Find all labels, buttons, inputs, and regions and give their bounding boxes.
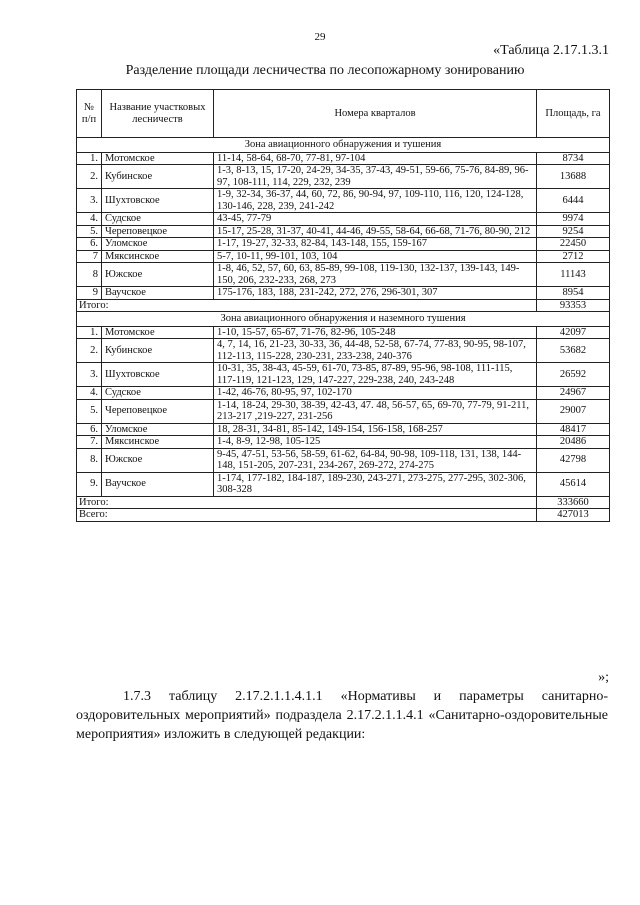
table-row [77, 225, 610, 238]
zone-title: Зона авиационного обнаружения и тушения [77, 138, 610, 153]
grand-total-label: Всего: [77, 509, 537, 522]
table-body [77, 138, 610, 522]
quarter-numbers: 1-14, 18-24, 29-30, 38-39, 42-43, 47. 48, 56-57, 65, 69-70, 77-79, 91-211, 213-217 ,219-227, 231-256 [214, 399, 537, 423]
table-row [77, 165, 610, 189]
table-row [77, 326, 610, 339]
table-reference: «Таблица 2.17.1.3.1 [493, 43, 609, 58]
area-value: 20486 [537, 436, 610, 449]
row-number: 2. [77, 339, 102, 363]
table-row [77, 213, 610, 226]
quarter-numbers: 1-42, 46-76, 80-95, 97, 102-170 [214, 387, 537, 400]
zone-title: Зона авиационного обнаружения и наземного тушения [77, 312, 610, 327]
amendment-paragraph: 1.7.3 таблицу 2.17.2.1.1.4.1.1 «Нормативы и параметры санитарно-оздоровительных мероприятий» подраздела 2.17.2.1.1.4.1 «Санитарно-оздоровительные мероприятия» изложить в следующей редакции: [76, 689, 608, 742]
subtotal-area: 93353 [537, 299, 610, 312]
area-value: 11143 [537, 263, 610, 287]
forestry-name: Мяксинское [102, 250, 214, 263]
area-value: 22450 [537, 238, 610, 251]
page-number: 29 [314, 31, 326, 43]
header-row [77, 90, 610, 138]
table-row [77, 263, 610, 287]
row-number: 9. [77, 472, 102, 496]
subtotal-row [77, 496, 610, 509]
area-value: 45614 [537, 472, 610, 496]
quarter-numbers: 1-10, 15-57, 65-67, 71-76, 82-96, 105-248 [214, 326, 537, 339]
forestry-name: Кубинское [102, 165, 214, 189]
subtotal-label: Итого: [77, 299, 537, 312]
table-title: Разделение площади лесничества по лесопожарному зонированию [125, 63, 525, 78]
row-number: 5. [77, 399, 102, 423]
row-number: 4. [77, 387, 102, 400]
quarter-numbers: 175-176, 183, 188, 231-242, 272, 276, 296-301, 307 [214, 287, 537, 300]
zoning-table [76, 89, 610, 522]
forestry-name: Судское [102, 213, 214, 226]
row-number: 8 [77, 263, 102, 287]
row-number: 3. [77, 363, 102, 387]
subtotal-area: 333660 [537, 496, 610, 509]
table-row [77, 436, 610, 449]
forestry-name: Южское [102, 263, 214, 287]
header-name: Название участковых лесничеств [102, 90, 214, 138]
quarter-numbers: 43-45, 77-79 [214, 213, 537, 226]
row-number: 3. [77, 189, 102, 213]
zone-header-row [77, 312, 610, 327]
grand-total-row [77, 509, 610, 522]
area-value: 29007 [537, 399, 610, 423]
forestry-name: Ваучское [102, 472, 214, 496]
area-value: 8954 [537, 287, 610, 300]
forestry-name: Череповецкое [102, 225, 214, 238]
area-value: 9974 [537, 213, 610, 226]
area-value: 53682 [537, 339, 610, 363]
quarter-numbers: 1-3, 8-13, 15, 17-20, 24-29, 34-35, 37-43, 49-51, 59-66, 75-76, 84-89, 96-97, 108-111, 114, 229, 232, 239 [214, 165, 537, 189]
quarter-numbers: 4, 7, 14, 16, 21-23, 30-33, 36, 44-48, 52-58, 67-74, 77-83, 90-95, 98-107, 112-113, 115-228, 230-231, 233-238, 240-376 [214, 339, 537, 363]
quarter-numbers: 1-4, 8-9, 12-98, 105-125 [214, 436, 537, 449]
quarter-numbers: 18, 28-31, 34-81, 85-142, 149-154, 156-158, 168-257 [214, 423, 537, 436]
row-number: 8. [77, 448, 102, 472]
row-number: 7 [77, 250, 102, 263]
quarter-numbers: 1-17, 19-27, 32-33, 82-84, 143-148, 155, 159-167 [214, 238, 537, 251]
area-value: 48417 [537, 423, 610, 436]
row-number: 1. [77, 326, 102, 339]
table-row [77, 250, 610, 263]
header-num: № п/п [77, 90, 102, 138]
area-value: 2712 [537, 250, 610, 263]
table-row [77, 189, 610, 213]
forestry-name: Шухтовское [102, 363, 214, 387]
subtotal-label: Итого: [77, 496, 537, 509]
quarter-numbers: 11-14, 58-64, 68-70, 77-81, 97-104 [214, 152, 537, 165]
table-row [77, 387, 610, 400]
quarter-numbers: 1-174, 177-182, 184-187, 189-230, 243-271, 273-275, 277-295, 302-306, 308-328 [214, 472, 537, 496]
zone-header-row [77, 138, 610, 153]
quarter-numbers: 1-8, 46, 52, 57, 60, 63, 85-89, 99-108, 119-130, 132-137, 139-143, 149-150, 206, 232-233, 268, 273 [214, 263, 537, 287]
area-value: 42097 [537, 326, 610, 339]
area-value: 8734 [537, 152, 610, 165]
table-row [77, 152, 610, 165]
forestry-name: Кубинское [102, 339, 214, 363]
row-number: 5. [77, 225, 102, 238]
forestry-name: Судское [102, 387, 214, 400]
forestry-name: Мотомское [102, 326, 214, 339]
table-row [77, 448, 610, 472]
forestry-name: Шухтовское [102, 189, 214, 213]
row-number: 4. [77, 213, 102, 226]
quarter-numbers: 10-31, 35, 38-43, 45-59, 61-70, 73-85, 87-89, 95-96, 98-108, 111-115, 117-119, 121-123, 129, 147-227, 229-238, 240, 243-248 [214, 363, 537, 387]
quarter-numbers: 9-45, 47-51, 53-56, 58-59, 61-62, 64-84, 90-98, 109-118, 131, 138, 144-148, 151-205, 207-231, 234-267, 269-272, 274-275 [214, 448, 537, 472]
forestry-name: Череповецкое [102, 399, 214, 423]
grand-total-area: 427013 [537, 509, 610, 522]
row-number: 6. [77, 423, 102, 436]
row-number: 7. [77, 436, 102, 449]
quarter-numbers: 15-17, 25-28, 31-37, 40-41, 44-46, 49-55, 58-64, 66-68, 71-76, 80-90, 212 [214, 225, 537, 238]
row-number: 6. [77, 238, 102, 251]
forestry-name: Уломское [102, 423, 214, 436]
forestry-name: Мотомское [102, 152, 214, 165]
quarter-numbers: 5-7, 10-11, 99-101, 103, 104 [214, 250, 537, 263]
quarter-numbers: 1-9, 32-34, 36-37, 44, 60, 72, 86, 90-94, 97, 109-110, 116, 120, 124-128, 130-146, 228, 239, 241-242 [214, 189, 537, 213]
header-area: Площадь, га [537, 90, 610, 138]
row-number: 1. [77, 152, 102, 165]
row-number: 2. [77, 165, 102, 189]
table-row [77, 287, 610, 300]
row-number: 9 [77, 287, 102, 300]
table-row [77, 363, 610, 387]
header-quarters: Номера кварталов [214, 90, 537, 138]
closing-quote: »; [598, 670, 609, 685]
forestry-name: Южское [102, 448, 214, 472]
table-row [77, 472, 610, 496]
table-row [77, 423, 610, 436]
area-value: 9254 [537, 225, 610, 238]
subtotal-row [77, 299, 610, 312]
area-value: 6444 [537, 189, 610, 213]
area-value: 13688 [537, 165, 610, 189]
area-value: 42798 [537, 448, 610, 472]
forestry-name: Ваучское [102, 287, 214, 300]
table-row [77, 238, 610, 251]
forestry-name: Уломское [102, 238, 214, 251]
table-row [77, 399, 610, 423]
table-row [77, 339, 610, 363]
area-value: 26592 [537, 363, 610, 387]
area-value: 24967 [537, 387, 610, 400]
forestry-name: Мяксинское [102, 436, 214, 449]
